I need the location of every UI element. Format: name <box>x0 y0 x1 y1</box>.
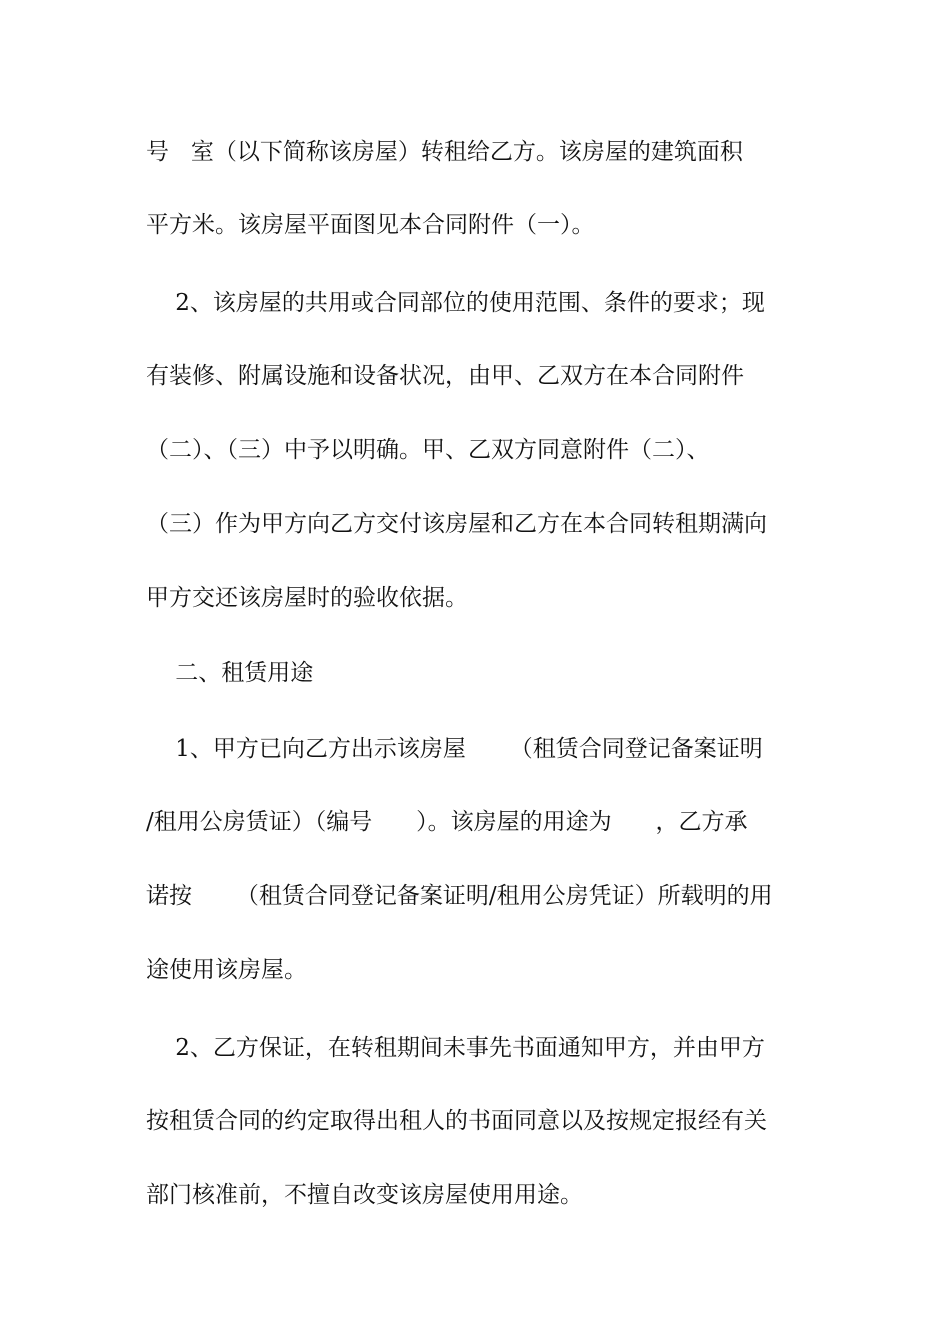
text-line: 部门核准前，不擅自改变该房屋使用用途。 <box>146 1182 583 1208</box>
text-line: （二）、（三）中予以明确。甲、乙双方同意附件（二）、 <box>146 437 710 463</box>
text-line: 号 室（以下简称该房屋）转租给乙方。该房屋的建筑面积 <box>146 139 743 165</box>
text-line: 平方米。该房屋平面图见本合同附件（一）。 <box>146 212 595 238</box>
text-line: 甲方交还该房屋时的验收依据。 <box>146 585 468 611</box>
text-line: （三）作为甲方向乙方交付该房屋和乙方在本合同转租期满向 <box>146 511 767 537</box>
text-line: 2、乙方保证，在转租期间未事先书面通知甲方，并由甲方 <box>146 1035 765 1061</box>
text-line: 按租赁合同的约定取得出租人的书面同意以及按规定报经有关 <box>146 1108 767 1134</box>
text-line: 2、该房屋的共用或合同部位的使用范围、条件的要求；现 <box>146 290 765 316</box>
section-heading: 二、租赁用途 <box>146 660 314 686</box>
text-line: 途使用该房屋。 <box>146 957 307 983</box>
text-line: 1、甲方已向乙方出示该房屋 （租赁合同登记备案证明 <box>146 736 763 762</box>
text-line: /租用公房赁证）（编号 ）。该房屋的用途为 ，乙方承 <box>146 809 748 835</box>
text-line: 有装修、附属设施和设备状况，由甲、乙双方在本合同附件 <box>146 363 744 389</box>
text-line: 诺按 （租赁合同登记备案证明/租用公房凭证）所载明的用 <box>146 883 773 909</box>
